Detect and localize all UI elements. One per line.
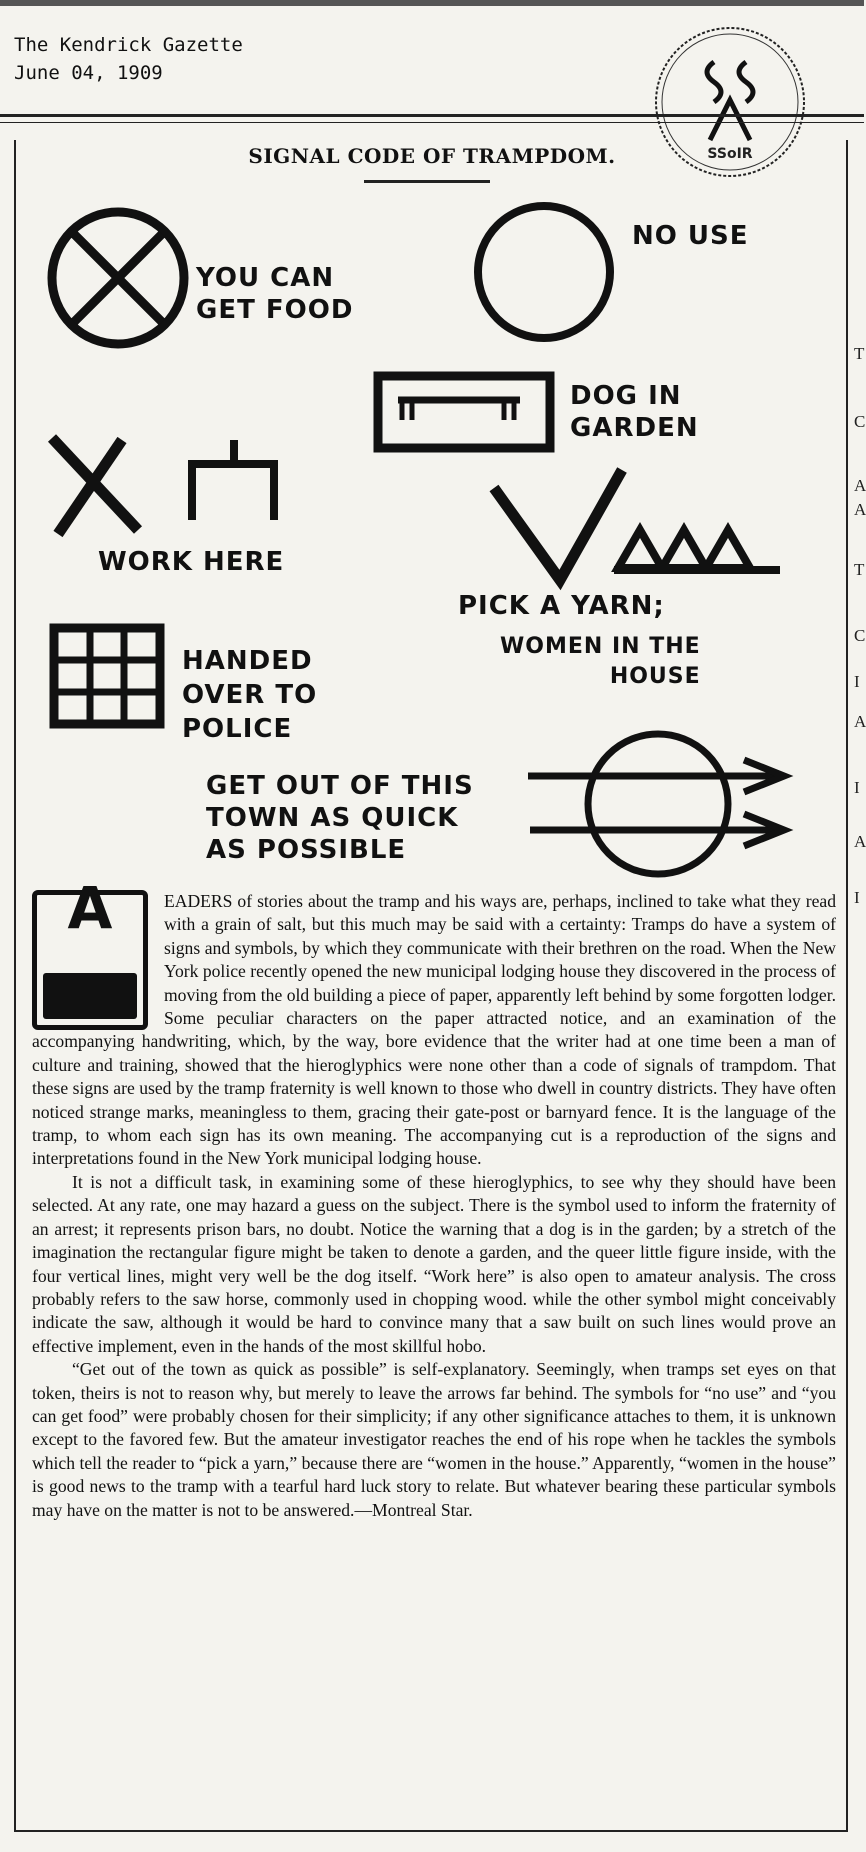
label-women-in-house: WOMEN IN THE HOUSE [500,634,701,689]
masthead-rule [0,114,864,117]
edge-letter: I [854,888,860,907]
edge-letter: A [854,832,866,851]
bottom-rule [14,1830,848,1832]
label-no-use: NO USE [632,221,749,251]
edge-letter: T [854,560,865,579]
edge-letter: C [854,626,866,645]
title-underline [364,180,490,183]
publication-date: June 04, 1909 [14,62,163,84]
label-get-food: YOU CAN GET FOOD [196,263,354,325]
paragraph-3: “Get out of the town as quick as possible” is self-explanatory. Seemingly, when tramps set eyes on that token, theirs is not to reason why, but merely to leave the arrows far behind. The symbols for “no use” and “you can get food” were probably chosen for their simplicity; if any other significance attaches to them, it is unknown except to the favored few. But the amateur investigator reaches the end of his rope when he tackles the symbols which tell the reader to “pick a yarn,” because there are “women in the house.” Apparently, “women in the house” is good news to the tramp with a tearful hard luck story to relate. But whatever bearing these particular symbols may have on the matter is not to be answered.—Montreal Star. [32,1359,836,1520]
prison-bars-icon [48,622,166,732]
edge-letter: I [854,672,860,691]
circle-arrows-icon [524,726,794,878]
label-get-out: GET OUT OF THIS TOWN AS QUICK AS POSSIBLE [206,771,474,865]
masthead-rule-thin [0,122,864,123]
edge-letter: I [854,778,860,797]
yarn-women-icon [488,464,788,590]
article-title: SIGNAL CODE OF TRAMPDOM. [248,144,616,168]
label-dog-in-garden: DOG IN GARDEN [570,381,699,443]
left-column-rule [14,140,16,1830]
edge-letter: C [854,412,866,431]
dog-garden-icon [372,370,556,454]
empty-circle-icon [470,200,620,348]
drop-cap: A [32,890,148,1030]
paper-name: The Kendrick Gazette [14,34,243,56]
stamp-text: SSoIR [707,146,753,162]
circle-cross-icon [40,204,196,354]
edge-letter: A [854,476,866,495]
saw-horse-icon [44,430,284,542]
edge-letter: T [854,344,865,363]
paragraph-2: It is not a difficult task, in examining some of these hieroglyphics, to see why they should have been selected. At any rate, one may hazard a guess on the subject. There is the symbol used to inform the fraternity of an arrest; it represents prison bars, no doubt. Notice the warning that a dog is in the garden; by a stretch of the imagination the rectangular figure might be taken to denote a garden, and the queer little figure inside, with the four vertical lines, might very well be the dog itself. “Work here” is also open to amateur analysis. The cross probably refers to the saw horse, commonly used in chopping wood. while the other symbol might conceivably indicate the saw, although it would be hard to convince many that a saw built on such lines would prove an effective implement, even in the hands of the most skillful hobo. [32,1171,836,1356]
edge-letter: A [854,712,866,731]
label-handed-over-to-police: HANDED OVER TO POLICE [182,646,318,744]
right-column-rule [846,140,848,1830]
top-edge [0,0,864,6]
label-work-here: WORK HERE [98,547,285,577]
floral-ornament [43,973,137,1019]
paragraph-1: A EADERS of stories about the tramp and his ways are, perhaps, inclined to take what they read with a grain of salt, but this much may be said with a certainty: Tramps do have a system of signs and symbols, by which they communicate with their brethren on the road. When the New York police recently opened the new municipal lodging house they discovered in the process of moving from the old building a piece of paper, apparently left behind by some forgotten lodger. Some peculiar characters on the paper attracted notice, and an examination of the accompanying handwriting, which, by the way, bore evidence that the writer had at one time been a man of culture and training, showed that the hieroglyphics were none other than a code of signals of trampdom. That these signs are used by the tramp fraternity is well known to those who dwell in country districts. They have often noticed strange marks, meaningless to them, gracing their gate-post or barnyard fence. It is the language of the tramp, to whom each sign has its own meaning. The accompanying cut is a reproduction of the signs and interpretations found in the New York municipal lodging house. [32,874,836,1169]
article-body [32,874,836,1522]
edge-letter: A [854,500,866,519]
label-pick-a-yarn: PICK A YARN; [458,591,665,621]
